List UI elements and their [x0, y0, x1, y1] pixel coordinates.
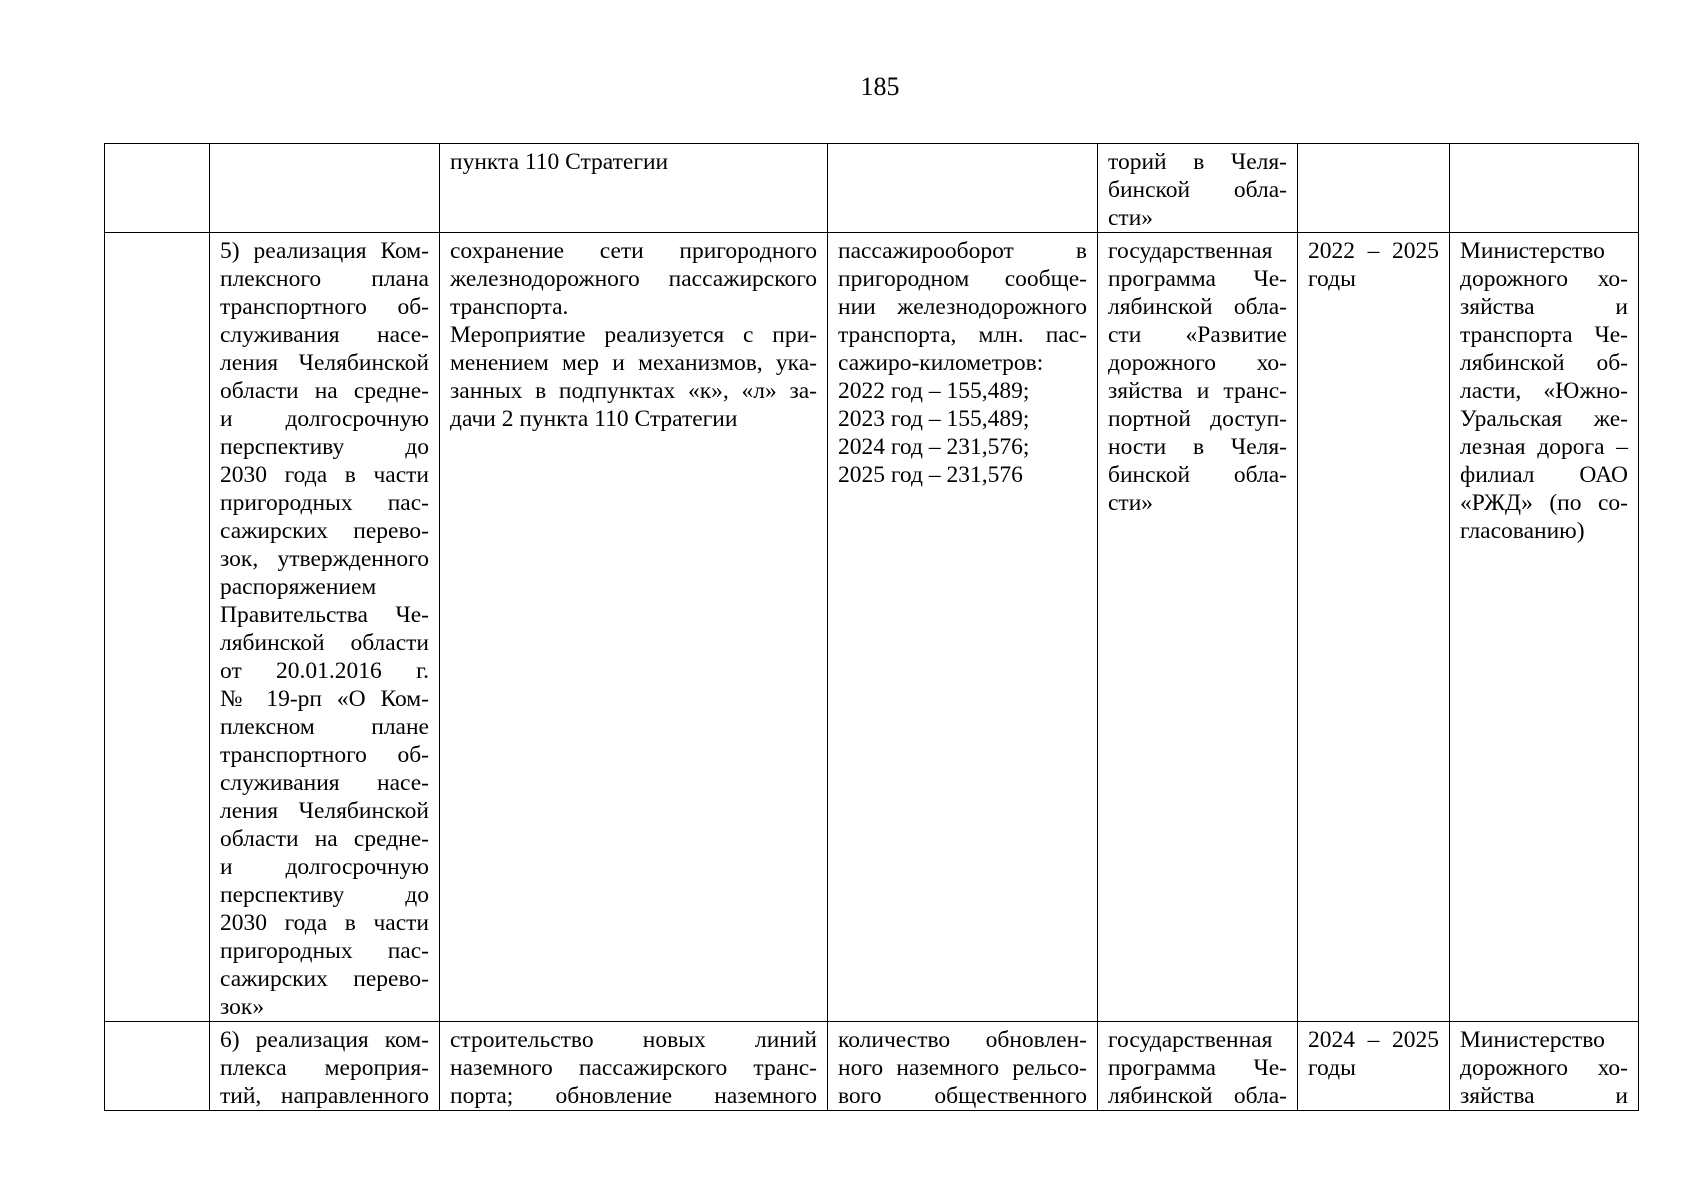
cell-text-line: лезная дорога –	[1460, 434, 1628, 460]
cell-text-line: Правительства Че-	[220, 602, 429, 628]
cell-text-line: перспективу до	[220, 434, 429, 460]
cell-text-line: государственная	[1108, 1027, 1273, 1053]
cell-program	[1098, 1022, 1298, 1111]
cell-text-line: распоряжением	[220, 574, 377, 600]
cell-text-line: филиал ОАО	[1460, 462, 1628, 488]
cell-text-line: 2030 года в части	[220, 462, 429, 488]
cell-text-line: от 20.01.2016 г.	[220, 658, 429, 684]
cell-text-line: «РЖД» (по со-	[1460, 490, 1628, 516]
cell-executor	[1450, 1022, 1639, 1111]
cell-text-line: дорожного хо-	[1460, 266, 1628, 292]
cell-text-line: плекса мероприя-	[220, 1055, 429, 1081]
cell-text-line: ности в Челя-	[1108, 434, 1287, 460]
cell-text-line: 2024 – 2025	[1308, 1027, 1439, 1053]
cell-text-line: сажиро-километров:	[838, 350, 1044, 376]
cell-text-line: пассажирооборот в	[838, 238, 1087, 264]
cell-text-line: вого общественного	[838, 1083, 1087, 1109]
cell-text-line: служивания насе-	[220, 322, 429, 348]
cell-text-line: № 19-рп «О Ком-	[220, 686, 429, 712]
cell-content	[440, 233, 828, 1022]
cell-text-line: нии железнодорожного	[838, 294, 1087, 320]
cell-text-line: 5) реализация Ком-	[220, 238, 429, 264]
page-number: 185	[860, 72, 900, 101]
cell-text-line: годы	[1308, 266, 1356, 292]
cell-content	[440, 144, 828, 233]
table-row	[105, 233, 1639, 1022]
cell-text-line: железнодорожного пассажирского	[450, 266, 817, 292]
cell-text-line: Мероприятие реализуется с при-	[450, 322, 817, 348]
cell-text-line: строительство новых линий	[450, 1027, 817, 1053]
cell-text-line: сти»	[1108, 205, 1154, 231]
cell-text-line: зяйства и транс-	[1108, 378, 1287, 404]
cell-indicator	[828, 233, 1098, 1022]
cell-executor	[1450, 144, 1639, 233]
cell-text-line: гласованию)	[1460, 518, 1585, 544]
cell-text-line: сти «Развитие	[1108, 322, 1287, 348]
cell-text-line: ления Челябинской	[220, 350, 429, 376]
cell-text-line: плексного плана	[220, 266, 429, 292]
cell-text-line: плексном плане	[220, 714, 429, 740]
cell-content	[440, 1022, 828, 1111]
cell-text-line: Уральская же-	[1460, 406, 1628, 432]
cell-text-line: 2025 год – 231,576	[838, 462, 1023, 488]
cell-text-line: лябинской об-	[1460, 350, 1628, 376]
cell-text-line: занных в подпунктах «к», «л» за-	[450, 378, 817, 404]
cell-period	[1298, 144, 1450, 233]
table-body	[105, 144, 1639, 1111]
cell-period	[1298, 1022, 1450, 1111]
cell-number	[105, 144, 210, 233]
cell-text-line: зок, утвержденного	[220, 546, 429, 572]
cell-text-line: 2024 год – 231,576;	[838, 434, 1030, 460]
cell-text-line: пригородных пас-	[220, 938, 429, 964]
cell-text-line: бинской обла-	[1108, 177, 1287, 203]
cell-text-line: количество обновлен-	[838, 1027, 1087, 1053]
cell-text-line: сти»	[1108, 490, 1154, 516]
cell-text-line: пригородных пас-	[220, 490, 429, 516]
cell-text-line: государственная	[1108, 238, 1273, 264]
cell-period	[1298, 233, 1450, 1022]
cell-text-line: Министерство	[1460, 238, 1605, 264]
cell-number	[105, 233, 210, 1022]
cell-text-line: ления Челябинской	[220, 798, 429, 824]
cell-text-line: перспективу до	[220, 882, 429, 908]
cell-text-line: зок»	[220, 994, 265, 1020]
cell-number	[105, 1022, 210, 1111]
cell-text-line: и долгосрочную	[220, 854, 429, 880]
cell-text-line: области на средне-	[220, 826, 429, 852]
cell-text-line: портной доступ-	[1108, 406, 1287, 432]
cell-text-line: пункта 110 Стратегии	[450, 149, 669, 175]
cell-text-line: программа Че-	[1108, 266, 1287, 292]
cell-text-line: дорожного хо-	[1108, 350, 1287, 376]
cell-text-line: дачи 2 пункта 110 Стратегии	[450, 406, 738, 432]
cell-text-line: наземного пассажирского транс-	[450, 1055, 817, 1081]
cell-text-line: зяйства и	[1460, 294, 1628, 320]
cell-text-line: годы	[1308, 1055, 1356, 1081]
cell-text-line: области на средне-	[220, 378, 429, 404]
cell-text-line: 2022 – 2025	[1308, 238, 1439, 264]
cell-text-line: бинской обла-	[1108, 462, 1287, 488]
table-row	[105, 144, 1639, 233]
cell-text-line: сажирских перево-	[220, 518, 429, 544]
cell-text-line: транспортного об-	[220, 742, 429, 768]
cell-indicator	[828, 144, 1098, 233]
table-row	[105, 1022, 1639, 1111]
cell-indicator	[828, 1022, 1098, 1111]
cell-text-line: транспорта.	[450, 294, 569, 320]
cell-text-line: 6) реализация ком-	[220, 1027, 429, 1053]
cell-event	[210, 144, 440, 233]
cell-text-line: и долгосрочную	[220, 406, 429, 432]
cell-text-line: сажирских перево-	[220, 966, 429, 992]
cell-text-line: транспорта Че-	[1460, 322, 1628, 348]
cell-text-line: 2022 год – 155,489;	[838, 378, 1030, 404]
cell-text-line: зяйства и	[1460, 1083, 1628, 1109]
cell-text-line: порта; обновление наземного	[450, 1083, 817, 1109]
cell-text-line: программа Че-	[1108, 1055, 1287, 1081]
cell-text-line: менением мер и механизмов, ука-	[450, 350, 817, 376]
cell-event	[210, 1022, 440, 1111]
cell-program	[1098, 144, 1298, 233]
cell-text-line: Министерство	[1460, 1027, 1605, 1053]
cell-text-line: тий, направленного	[220, 1083, 429, 1109]
cell-text-line: пригородном сообще-	[838, 266, 1087, 292]
cell-program	[1098, 233, 1298, 1022]
cell-text-line: ного наземного рельсо-	[838, 1055, 1087, 1081]
cell-executor	[1450, 233, 1639, 1022]
cell-text-line: 2023 год – 155,489;	[838, 406, 1030, 432]
cell-text-line: лябинской области	[220, 630, 429, 656]
cell-text-line: 2030 года в части	[220, 910, 429, 936]
cell-text-line: служивания насе-	[220, 770, 429, 796]
cell-text-line: лябинской обла-	[1108, 1083, 1287, 1109]
cell-text-line: транспорта, млн. пас-	[838, 322, 1087, 348]
cell-text-line: сохранение сети пригородного	[450, 238, 817, 264]
cell-text-line: транспортного об-	[220, 294, 429, 320]
cell-text-line: дорожного хо-	[1460, 1055, 1628, 1081]
cell-text-line: лябинской обла-	[1108, 294, 1287, 320]
cell-event	[210, 233, 440, 1022]
cell-text-line: торий в Челя-	[1108, 149, 1287, 175]
cell-text-line: ласти, «Южно-	[1460, 378, 1628, 404]
measures-table	[104, 143, 1639, 1111]
